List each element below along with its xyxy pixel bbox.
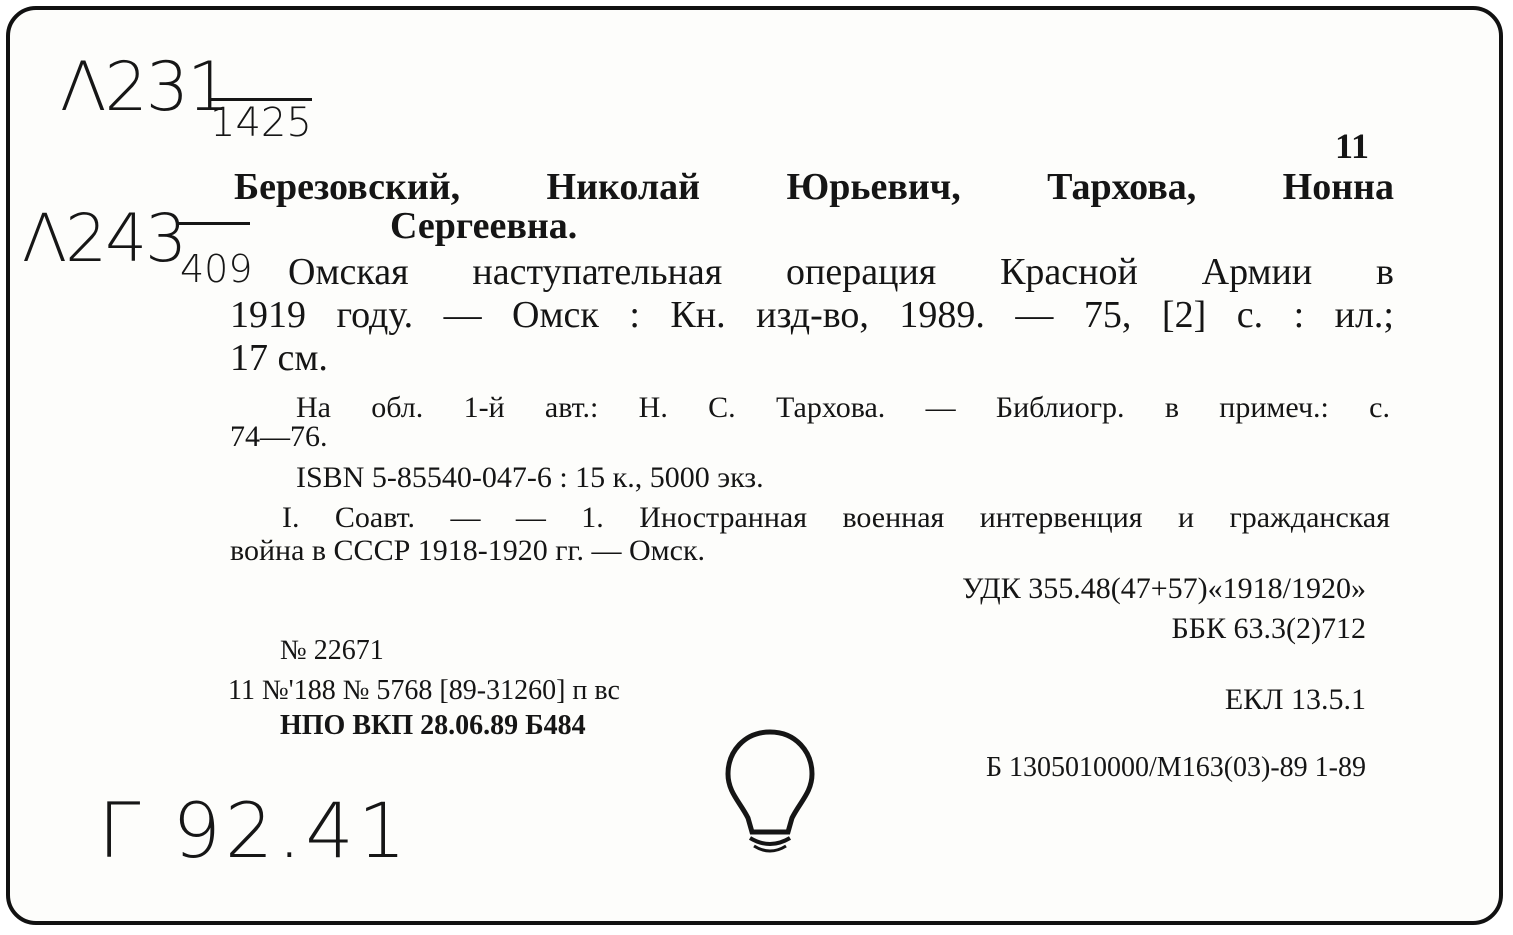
- printer-line: НПО ВКП 28.06.89 Б484: [280, 710, 586, 741]
- isbn-line: ISBN 5-85540-047-6 : 15 к., 5000 экз.: [296, 461, 764, 494]
- handwritten-classification-code: Γ 92.41: [98, 786, 411, 875]
- record-number: № 22671: [280, 635, 384, 666]
- handwritten-shelf-mark-1: Λ231: [60, 48, 229, 127]
- ekl-code: ЕКЛ 13.5.1: [1224, 683, 1366, 716]
- record-line: 11 №'188 № 5768 [89-31260] п вс: [228, 675, 620, 706]
- notes-line-1: На обл. 1-й авт.: Н. С. Тархова. — Библиогр. в примеч.: с.: [296, 391, 1390, 424]
- title-line-2: 1919 году. — Омск : Кн. изд-во, 1989. — 75, [2] с. : ил.;: [230, 294, 1394, 336]
- authors-line-1: Березовский, Николай Юрьевич, Тархова, Нонна: [234, 166, 1394, 208]
- handwritten-shelf-mark-2: Λ243: [22, 200, 186, 277]
- handwritten-shelf-number-2: 409: [180, 247, 253, 291]
- fraction-line: [178, 222, 250, 225]
- handwritten-shelf-number-1: 1425: [210, 100, 312, 146]
- catalog-b-code: Б 1305010000/М163(03)-89 1-89: [985, 752, 1366, 783]
- notes-line-2: 74—76.: [230, 420, 328, 453]
- subject-line-2: война в СССР 1918-1920 гг. — Омск.: [230, 534, 706, 567]
- card-number: 11: [1334, 126, 1369, 166]
- title-line-1: Омская наступательная операция Красной Армии в: [288, 251, 1394, 293]
- catalog-card: [6, 6, 1503, 925]
- authors-line-2: Сергеевна.: [390, 205, 578, 247]
- udk-code: УДК 355.48(47+57)«1918/1920»: [962, 572, 1366, 605]
- bbk-code: ББК 63.3(2)712: [1171, 612, 1366, 645]
- lightbulb-icon: [720, 726, 820, 856]
- subject-line-1: I. Соавт. — — 1. Иностранная военная интервенция и гражданская: [282, 501, 1390, 534]
- title-line-3: 17 см.: [230, 337, 328, 379]
